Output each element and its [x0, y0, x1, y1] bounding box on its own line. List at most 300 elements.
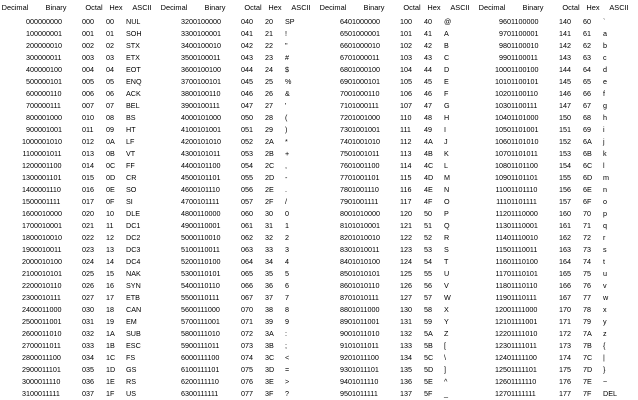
- cell-decimal: 45: [181, 173, 189, 183]
- cell-hex: 4D: [424, 173, 434, 183]
- cell-octal: 174: [559, 353, 571, 363]
- table-row: [477, 328, 635, 340]
- cell-octal: 023: [82, 245, 94, 255]
- cell-decimal: 108: [495, 161, 507, 171]
- cell-hex: 18: [106, 305, 114, 315]
- cell-hex: 6C: [583, 161, 593, 171]
- cell-ascii: 3: [285, 245, 289, 255]
- table-row: [318, 220, 476, 232]
- column-header-hex: Hex: [427, 3, 441, 13]
- cell-octal: 121: [400, 221, 412, 231]
- cell-ascii: m: [603, 173, 609, 183]
- cell-octal: 140: [559, 16, 571, 26]
- cell-ascii: N: [444, 185, 450, 195]
- cell-ascii: SO: [126, 185, 137, 195]
- cell-hex: 62: [583, 40, 591, 50]
- cell-hex: 13: [106, 245, 114, 255]
- cell-decimal: 97: [499, 28, 507, 38]
- cell-ascii: F: [444, 88, 449, 98]
- cell-ascii: SOH: [126, 28, 142, 38]
- cell-ascii: `: [603, 16, 606, 26]
- cell-octal: 154: [559, 161, 571, 171]
- table-row: [318, 292, 476, 304]
- cell-binary: 01011000: [348, 305, 380, 315]
- cell-octal: 152: [559, 137, 571, 146]
- cell-ascii: <: [285, 353, 290, 363]
- cell-hex: 42: [424, 40, 432, 50]
- cell-hex: 7E: [583, 377, 592, 387]
- table-row: [318, 388, 476, 400]
- cell-decimal: 27: [22, 341, 30, 351]
- cell-binary: 01010110: [348, 281, 380, 291]
- cell-ascii: ;: [285, 341, 287, 351]
- cell-octal: 165: [559, 269, 571, 279]
- cell-binary: 01110100: [507, 257, 538, 267]
- cell-decimal: 95: [340, 389, 348, 399]
- cell-decimal: 10: [22, 137, 30, 146]
- cell-binary: 01101110: [507, 185, 538, 195]
- cell-ascii: -: [285, 173, 288, 183]
- cell-hex: 7B: [583, 341, 592, 351]
- table-row: [159, 208, 317, 220]
- cell-binary: 01110101: [507, 269, 538, 279]
- cell-octal: 103: [400, 52, 412, 62]
- cell-binary: 01111100: [507, 353, 537, 363]
- cell-ascii: D: [444, 64, 450, 74]
- cell-ascii: LF: [126, 137, 135, 146]
- cell-hex: 1F: [106, 389, 115, 399]
- cell-hex: 33: [265, 245, 273, 255]
- table-row: [159, 232, 317, 244]
- cell-decimal: 28: [22, 353, 30, 363]
- cell-binary: 01010001: [348, 221, 380, 231]
- cell-octal: 050: [241, 112, 253, 122]
- table-row: [0, 196, 158, 208]
- cell-decimal: 30: [22, 377, 30, 387]
- cell-ascii: h: [603, 112, 607, 122]
- cell-hex: 28: [265, 112, 273, 122]
- cell-binary: 01001010: [348, 137, 380, 146]
- cell-hex: 27: [265, 100, 273, 110]
- cell-hex: 20: [265, 16, 273, 26]
- cell-binary: 01100110: [507, 88, 538, 98]
- cell-decimal: 90: [340, 329, 348, 339]
- cell-binary: 01100100: [507, 64, 539, 74]
- table-row: [477, 316, 635, 328]
- table-row: [477, 208, 635, 220]
- column-header-binary: Binary: [204, 3, 226, 13]
- cell-decimal: 99: [499, 52, 507, 62]
- table-row: [318, 184, 476, 196]
- cell-binary: 01101100: [507, 161, 538, 171]
- cell-ascii: T: [444, 257, 449, 267]
- cell-ascii: d: [603, 64, 607, 74]
- table-row: [477, 112, 635, 124]
- cell-hex: 63: [583, 52, 591, 62]
- table-row: [477, 172, 635, 184]
- cell-decimal: 101: [495, 76, 507, 86]
- cell-hex: 19: [106, 317, 114, 327]
- table-row: [159, 136, 317, 148]
- cell-ascii: 1: [285, 221, 289, 231]
- cell-octal: 003: [82, 52, 94, 62]
- cell-ascii: DC1: [126, 221, 141, 231]
- table-row: [477, 364, 635, 376]
- cell-binary: 00101010: [189, 137, 221, 146]
- cell-hex: 24: [265, 64, 273, 74]
- cell-hex: 7D: [583, 365, 593, 375]
- cell-ascii: j: [603, 137, 605, 146]
- cell-octal: 144: [559, 64, 571, 74]
- cell-hex: 08: [106, 112, 114, 122]
- cell-hex: 23: [265, 52, 273, 62]
- cell-binary: 00111001: [189, 317, 220, 327]
- cell-binary: 00001111: [30, 197, 61, 207]
- cell-binary: 01100101: [507, 76, 539, 86]
- cell-octal: 004: [82, 64, 94, 74]
- ascii-table-block-3: [318, 2, 476, 400]
- cell-hex: 00: [106, 16, 114, 26]
- cell-decimal: 121: [495, 317, 507, 327]
- cell-binary: 00010011: [30, 245, 62, 255]
- column-header-ascii: ASCII: [291, 3, 311, 13]
- cell-binary: 01000100: [348, 64, 380, 74]
- cell-binary: 00111011: [189, 341, 220, 351]
- cell-ascii: SUB: [126, 329, 141, 339]
- column-header-binary: Binary: [522, 3, 544, 13]
- cell-decimal: 18: [22, 233, 30, 243]
- cell-octal: 143: [559, 52, 571, 62]
- column-header-decimal: Decimal: [478, 3, 506, 13]
- cell-ascii: B: [444, 40, 449, 50]
- cell-decimal: 103: [495, 100, 507, 110]
- cell-hex: 1D: [106, 365, 116, 375]
- cell-ascii: q: [603, 221, 607, 231]
- cell-hex: 1C: [106, 353, 116, 363]
- cell-octal: 027: [82, 293, 94, 303]
- cell-octal: 160: [559, 209, 571, 219]
- cell-octal: 167: [559, 293, 571, 303]
- cell-octal: 135: [400, 365, 412, 375]
- cell-binary: 01100001: [507, 28, 539, 38]
- cell-ascii: |: [603, 353, 605, 363]
- cell-ascii: DC4: [126, 257, 141, 267]
- cell-hex: 69: [583, 124, 591, 134]
- cell-binary: 01011111: [348, 389, 378, 399]
- cell-ascii: SI: [126, 197, 133, 207]
- cell-decimal: 63: [181, 389, 189, 399]
- cell-binary: 00110011: [189, 245, 220, 255]
- table-row: [159, 292, 317, 304]
- cell-hex: 36: [265, 281, 273, 291]
- cell-ascii: W: [444, 293, 451, 303]
- cell-binary: 00111100: [189, 353, 220, 363]
- cell-octal: 011: [82, 124, 94, 134]
- cell-hex: 47: [424, 100, 432, 110]
- cell-octal: 124: [400, 257, 412, 267]
- cell-octal: 051: [241, 124, 253, 134]
- table-row: [477, 39, 635, 51]
- table-row: [477, 160, 635, 172]
- cell-ascii: y: [603, 317, 607, 327]
- cell-hex: 05: [106, 76, 114, 86]
- cell-decimal: 62: [181, 377, 189, 387]
- cell-hex: 53: [424, 245, 432, 255]
- cell-hex: 43: [424, 52, 432, 62]
- cell-decimal: 11: [22, 149, 30, 159]
- cell-binary: 00001000: [30, 112, 62, 122]
- cell-octal: 074: [241, 353, 253, 363]
- cell-decimal: 37: [181, 76, 189, 86]
- cell-hex: 7C: [583, 353, 593, 363]
- cell-octal: 161: [559, 221, 571, 231]
- ascii-table-block-1: [0, 2, 158, 400]
- table-row: [318, 27, 476, 39]
- table-row: [477, 15, 635, 27]
- table-header-row: [0, 2, 158, 15]
- cell-ascii: NUL: [126, 16, 141, 26]
- cell-decimal: 84: [340, 257, 348, 267]
- cell-decimal: 105: [495, 124, 507, 134]
- cell-octal: 034: [82, 353, 94, 363]
- cell-octal: 114: [400, 161, 412, 171]
- cell-binary: 00100000: [189, 16, 221, 26]
- cell-binary: 00111101: [189, 365, 220, 375]
- cell-decimal: 119: [495, 293, 507, 303]
- cell-binary: 00000011: [30, 52, 62, 62]
- cell-octal: 057: [241, 197, 253, 207]
- cell-ascii: ENQ: [126, 76, 142, 86]
- table-row: [159, 304, 317, 316]
- table-row: [318, 88, 476, 100]
- cell-decimal: 93: [340, 365, 348, 375]
- cell-decimal: 77: [340, 173, 348, 183]
- cell-binary: 01111101: [507, 365, 537, 375]
- cell-binary: 00011111: [30, 389, 60, 399]
- cell-binary: 01000001: [348, 28, 380, 38]
- cell-hex: 61: [583, 28, 591, 38]
- cell-binary: 00111111: [189, 389, 219, 399]
- cell-hex: 65: [583, 76, 591, 86]
- table-row: [477, 220, 635, 232]
- cell-binary: 01111000: [507, 305, 538, 315]
- cell-binary: 00000111: [30, 100, 61, 110]
- cell-ascii: EM: [126, 317, 137, 327]
- cell-ascii: ~: [603, 377, 608, 387]
- cell-decimal: 22: [22, 281, 30, 291]
- cell-binary: 00110101: [189, 269, 221, 279]
- cell-octal: 035: [82, 365, 94, 375]
- cell-octal: 026: [82, 281, 94, 291]
- table-row: [318, 39, 476, 51]
- cell-hex: 68: [583, 112, 591, 122]
- table-row: [0, 232, 158, 244]
- cell-decimal: 125: [495, 365, 507, 375]
- cell-decimal: 3: [26, 52, 30, 62]
- cell-hex: 2C: [265, 161, 275, 171]
- table-row: [0, 292, 158, 304]
- cell-decimal: 1: [26, 28, 30, 38]
- cell-decimal: 12: [22, 161, 30, 171]
- cell-hex: 45: [424, 76, 432, 86]
- cell-hex: 5B: [424, 341, 433, 351]
- cell-binary: 01110001: [507, 221, 538, 231]
- cell-hex: 06: [106, 88, 114, 98]
- cell-hex: 41: [424, 28, 432, 38]
- cell-ascii: c: [603, 52, 607, 62]
- cell-hex: 3A: [265, 329, 274, 339]
- cell-decimal: 60: [181, 353, 189, 363]
- cell-binary: 00001011: [30, 149, 62, 159]
- cell-octal: 105: [400, 76, 412, 86]
- cell-decimal: 0: [26, 16, 30, 26]
- cell-hex: 0C: [106, 161, 116, 171]
- cell-octal: 125: [400, 269, 412, 279]
- cell-octal: 110: [400, 112, 412, 122]
- cell-hex: 2A: [265, 137, 274, 146]
- table-row: [318, 76, 476, 88]
- cell-hex: 30: [265, 209, 273, 219]
- cell-binary: 00011101: [30, 365, 61, 375]
- cell-octal: 176: [559, 377, 571, 387]
- cell-decimal: 83: [340, 245, 348, 255]
- cell-ascii: A: [444, 28, 449, 38]
- cell-ascii: US: [126, 389, 136, 399]
- table-row: [0, 352, 158, 364]
- cell-binary: 00011110: [30, 377, 61, 387]
- cell-ascii: 6: [285, 281, 289, 291]
- cell-binary: 00010101: [30, 269, 62, 279]
- cell-ascii: NAK: [126, 269, 141, 279]
- cell-decimal: 39: [181, 100, 189, 110]
- table-row: [0, 184, 158, 196]
- table-row: [0, 208, 158, 220]
- cell-decimal: 53: [181, 269, 189, 279]
- cell-octal: 064: [241, 257, 253, 267]
- column-header-octal: Octal: [562, 3, 580, 13]
- cell-ascii: ETX: [126, 52, 140, 62]
- cell-hex: 17: [106, 293, 114, 303]
- table-row: [477, 136, 635, 148]
- cell-decimal: 2: [26, 40, 30, 50]
- cell-decimal: 72: [340, 112, 348, 122]
- cell-octal: 132: [400, 329, 412, 339]
- table-row: [159, 39, 317, 51]
- cell-decimal: 61: [181, 365, 189, 375]
- cell-decimal: 32: [181, 16, 189, 26]
- cell-octal: 077: [241, 389, 253, 399]
- cell-decimal: 106: [495, 137, 507, 146]
- cell-ascii: L: [444, 161, 448, 171]
- table-row: [159, 160, 317, 172]
- table-row: [318, 15, 476, 27]
- cell-octal: 127: [400, 293, 412, 303]
- table-row: [477, 340, 635, 352]
- table-row: [0, 64, 158, 76]
- table-row: [0, 51, 158, 63]
- cell-hex: 75: [583, 269, 591, 279]
- table-row: [159, 316, 317, 328]
- cell-hex: 49: [424, 124, 432, 134]
- cell-octal: 113: [400, 149, 412, 159]
- table-row: [0, 100, 158, 112]
- cell-hex: 70: [583, 209, 591, 219]
- cell-ascii: u: [603, 269, 607, 279]
- table-row: [159, 196, 317, 208]
- cell-binary: 01101101: [507, 173, 538, 183]
- cell-ascii: J: [444, 137, 448, 146]
- cell-octal: 010: [82, 112, 94, 122]
- cell-binary: 00000110: [30, 88, 62, 98]
- table-row: [159, 244, 317, 256]
- cell-ascii: FS: [126, 353, 136, 363]
- cell-octal: 173: [559, 341, 571, 351]
- table-row: [159, 340, 317, 352]
- column-header-ascii: ASCII: [609, 3, 629, 13]
- cell-decimal: 43: [181, 149, 189, 159]
- cell-hex: 5F: [424, 389, 433, 399]
- cell-hex: 51: [424, 221, 432, 231]
- table-row: [477, 268, 635, 280]
- cell-binary: 01101010: [507, 137, 539, 146]
- table-row: [477, 196, 635, 208]
- table-row: [318, 280, 476, 292]
- cell-binary: 01011011: [348, 341, 379, 351]
- cell-octal: 012: [82, 137, 94, 146]
- table-row: [159, 328, 317, 340]
- cell-decimal: 29: [22, 365, 30, 375]
- cell-binary: 00110010: [189, 233, 221, 243]
- cell-hex: 3D: [265, 365, 275, 375]
- cell-ascii: Y: [444, 317, 449, 327]
- cell-octal: 043: [241, 52, 253, 62]
- table-row: [318, 328, 476, 340]
- cell-binary: 01011110: [348, 377, 379, 387]
- cell-octal: 151: [559, 124, 571, 134]
- table-row: [0, 15, 158, 27]
- cell-decimal: 109: [495, 173, 507, 183]
- cell-binary: 00001010: [30, 137, 62, 146]
- cell-ascii: H: [444, 112, 450, 122]
- cell-decimal: 14: [22, 185, 30, 195]
- cell-hex: 56: [424, 281, 432, 291]
- table-row: [0, 88, 158, 100]
- cell-decimal: 74: [340, 137, 348, 146]
- cell-decimal: 71: [340, 100, 348, 110]
- column-header-hex: Hex: [268, 3, 282, 13]
- cell-octal: 137: [400, 389, 412, 399]
- cell-ascii: SP: [285, 16, 295, 26]
- cell-ascii: .: [285, 185, 287, 195]
- cell-octal: 131: [400, 317, 412, 327]
- cell-decimal: 54: [181, 281, 189, 291]
- cell-octal: 056: [241, 185, 253, 195]
- cell-hex: 52: [424, 233, 432, 243]
- cell-binary: 01010100: [348, 257, 380, 267]
- cell-hex: 15: [106, 269, 114, 279]
- table-row: [0, 280, 158, 292]
- cell-binary: 00111000: [189, 305, 220, 315]
- cell-binary: 01100111: [507, 100, 538, 110]
- cell-decimal: 4: [26, 64, 30, 74]
- cell-binary: 00110100: [189, 257, 221, 267]
- cell-ascii: >: [285, 377, 290, 387]
- cell-decimal: 24: [22, 305, 30, 315]
- cell-octal: 100: [400, 16, 412, 26]
- cell-octal: 104: [400, 64, 412, 74]
- table-row: [318, 256, 476, 268]
- cell-hex: 44: [424, 64, 432, 74]
